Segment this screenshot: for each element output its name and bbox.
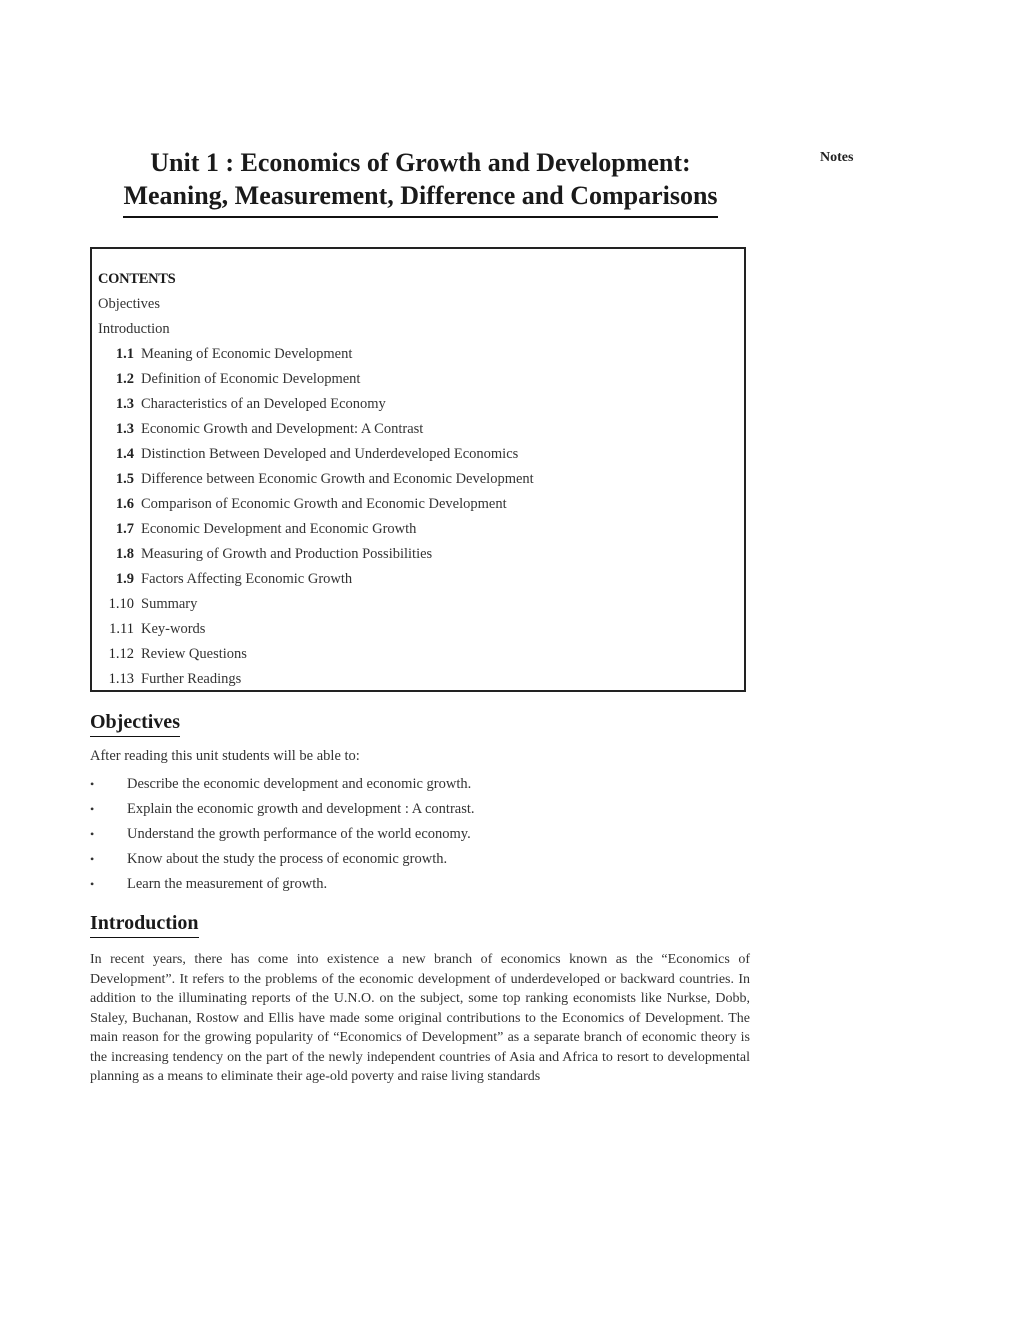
introduction-heading: Introduction: [90, 911, 199, 938]
objective-text: Explain the economic growth and development : A contrast.: [127, 801, 475, 817]
contents-item[interactable]: [98, 667, 744, 692]
objectives-list: [90, 772, 475, 897]
contents-item[interactable]: [98, 392, 744, 417]
objectives-heading: Objectives: [90, 710, 180, 737]
contents-item-label: Factors Affecting Economic Growth: [141, 571, 353, 587]
contents-item[interactable]: [98, 617, 744, 642]
contents-item-number: 1.8: [115, 546, 134, 562]
objective-item: [90, 872, 475, 897]
contents-item-number: 1.3: [115, 421, 134, 437]
contents-item-number: 1.2: [115, 371, 134, 387]
contents-item-label: Review Questions: [141, 646, 247, 662]
contents-box: [90, 247, 746, 692]
contents-item-label: Difference between Economic Growth and Economic Development: [141, 471, 534, 487]
contents-item[interactable]: [98, 642, 744, 667]
margin-notes-label: Notes: [820, 150, 854, 165]
contents-item[interactable]: [98, 467, 744, 492]
contents-item[interactable]: [98, 592, 744, 617]
contents-item-number: 1.6: [115, 496, 134, 512]
objective-item: [90, 847, 475, 872]
introduction-paragraph: In recent years, there has come into existence a new branch of economics known as the “Economics of Development”. It refers to the problems of the economic development of underdeveloped or backward countries. In addition to the illuminating reports of the U.N.O. on the subject, some top ranking economists like Nurkse, Dobb, Staley, Buchanan, Rostow and Ellis have made some original contributions to the Economics of Development. The main reason for the growing popularity of “Economics of Development” as a separate branch of economic theory is the increasing tendency on the part of the newly independent countries of Asia and Africa to resort to developmental planning as a means to eliminate their age-old poverty and raise living standards: [90, 952, 750, 1084]
contents-item-label: Meaning of Economic Development: [141, 346, 353, 362]
bullet-icon: •: [90, 877, 95, 891]
objective-text: Understand the growth performance of the world economy.: [127, 826, 471, 842]
contents-item-introduction[interactable]: Introduction: [98, 321, 170, 337]
contents-item-label: Further Readings: [141, 671, 242, 687]
contents-item-label: Economic Development and Economic Growth: [141, 521, 417, 537]
contents-item-label: Distinction Between Developed and Underdeveloped Economics: [141, 446, 519, 462]
contents-heading: CONTENTS: [98, 271, 176, 287]
contents-item[interactable]: [98, 492, 744, 517]
contents-item-label: Economic Growth and Development: A Contrast: [141, 421, 424, 437]
contents-item[interactable]: [98, 367, 744, 392]
objective-item: [90, 797, 475, 822]
objective-item: [90, 772, 475, 797]
bullet-icon: •: [90, 777, 95, 791]
objective-item: [90, 822, 475, 847]
contents-item[interactable]: [98, 342, 744, 367]
contents-item-number: 1.12: [108, 646, 134, 662]
contents-item-label: Key-words: [141, 621, 206, 637]
contents-item-label: Measuring of Growth and Production Possibilities: [141, 546, 433, 562]
contents-item[interactable]: [98, 417, 744, 442]
objectives-intro: After reading this unit students will be able to:: [90, 748, 360, 764]
contents-item-number: 1.9: [115, 571, 134, 587]
contents-item-number: 1.10: [108, 596, 134, 612]
unit-title-line2: Meaning, Measurement, Difference and Comparisons: [123, 181, 718, 210]
contents-item-number: 1.11: [109, 621, 134, 637]
contents-item-number: 1.13: [108, 671, 134, 687]
contents-item[interactable]: [98, 567, 744, 592]
contents-item-label: Comparison of Economic Growth and Economic Development: [141, 496, 507, 512]
objective-text: Describe the economic development and economic growth.: [127, 776, 472, 792]
contents-item-number: 1.5: [115, 471, 134, 487]
contents-item-number: 1.4: [115, 446, 134, 462]
contents-item-number: 1.1: [115, 346, 134, 362]
contents-item[interactable]: [98, 517, 744, 542]
contents-item[interactable]: [98, 442, 744, 467]
contents-item[interactable]: [98, 542, 744, 567]
contents-item-label: Summary: [141, 596, 198, 612]
contents-item-label: Characteristics of an Developed Economy: [141, 396, 386, 412]
contents-item-objectives[interactable]: Objectives: [98, 296, 161, 312]
bullet-icon: •: [90, 852, 95, 866]
unit-title-line1: Unit 1 : Economics of Growth and Development:: [150, 148, 691, 177]
contents-item-label: Definition of Economic Development: [141, 371, 361, 387]
unit-title: [123, 146, 717, 218]
contents-item-number: 1.7: [115, 521, 134, 537]
contents-item-number: 1.3: [115, 396, 134, 412]
unit-title-block: [98, 146, 743, 218]
objective-text: Know about the study the process of economic growth.: [127, 851, 448, 867]
objective-text: Learn the measurement of growth.: [127, 876, 328, 892]
bullet-icon: •: [90, 802, 95, 816]
bullet-icon: •: [90, 827, 95, 841]
